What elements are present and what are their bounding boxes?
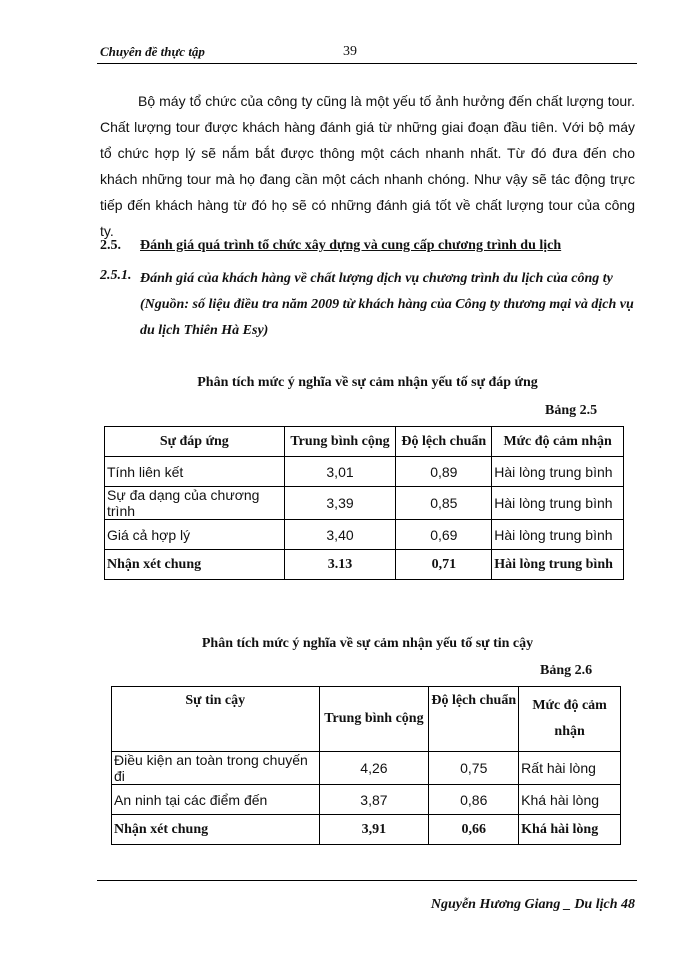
table-cell: 0,85: [396, 487, 492, 520]
table-cell: 3,39: [284, 487, 396, 520]
table-cell: Rất hài lòng: [519, 752, 621, 785]
table-cell: 3.13: [284, 550, 396, 580]
table1-label: Bảng 2.5: [545, 403, 598, 418]
table-cell: 3,87: [319, 785, 429, 815]
table-cell: 3,91: [319, 815, 429, 845]
subsection-title: Đánh giá của khách hàng về chất lượng dịch vụ chương trình du lịch của công ty (Nguồn: số liệu điều tra năm 2009 từ khách hàng của Công ty thương mại và dịch vụ du lịch Thiên Hà Esy): [140, 271, 634, 338]
table-cell: 3,40: [284, 520, 396, 550]
table2-header-cell: Độ lệch chuẩn: [429, 687, 519, 752]
table2-header-cell: Mức độ cảm nhận: [519, 687, 621, 752]
table-cell: 0,71: [396, 550, 492, 580]
table-cell: 0,86: [429, 785, 519, 815]
table-cell: Hài lòng trung bình: [492, 550, 624, 580]
table-cell: Hài lòng trung bình: [492, 487, 624, 520]
table2-header-cell: Sự tin cậy: [112, 687, 320, 752]
table-cell: Hài lòng trung bình: [492, 520, 624, 550]
table-row: [112, 785, 621, 815]
table-row-summary: [105, 550, 624, 580]
table-cell: 4,26: [319, 752, 429, 785]
table-cell: Tính liên kết: [105, 457, 285, 487]
table-cell: Điều kiện an toàn trong chuyến đi: [112, 752, 320, 785]
table1-header-row: [105, 427, 624, 457]
table-row: [105, 520, 624, 550]
table-cell: Sự đa dạng của chương trình: [105, 487, 285, 520]
section-title: Đánh giá quá trình tổ chức xây dựng và cung cấp chương trình du lịch: [140, 238, 562, 253]
table1-caption: Phân tích mức ý nghĩa về sự cảm nhận yếu tố sự đáp ứng: [197, 375, 538, 390]
table1-header-cell: Mức độ cảm nhận: [492, 427, 624, 457]
footer-author: Nguyễn Hương Giang _ Du lịch 48: [430, 897, 635, 912]
table-cell: 0,75: [429, 752, 519, 785]
table-cell: Hài lòng trung bình: [492, 457, 624, 487]
table-cell: 0,66: [429, 815, 519, 845]
table1-header-cell: Sự đáp ứng: [105, 427, 285, 457]
table-cell: Nhận xét chung: [112, 815, 320, 845]
table2-header-row: [112, 687, 621, 752]
subsection-number: 2.5.1.: [100, 268, 132, 283]
table-row: [105, 457, 624, 487]
footer-divider: [97, 880, 637, 881]
table-cell: Nhận xét chung: [105, 550, 285, 580]
table-cell: 0,69: [396, 520, 492, 550]
table-cell: Khá hài lòng: [519, 815, 621, 845]
table-cell: Giá cả hợp lý: [105, 520, 285, 550]
table-cell: 0,89: [396, 457, 492, 487]
table1-header-cell: Trung bình cộng: [284, 427, 396, 457]
body-paragraph: Bộ máy tổ chức của công ty cũng là một yếu tố ảnh hưởng đến chất lượng tour. Chất lượng tour được khách hàng đánh giá từ những giai đoạn đầu tiên. Với bộ máy tổ chức hợp lý sẽ nắm bắt được thông một cách nhanh nhất. Từ đó đưa đến cho khách những tour mà họ đang cần một cách nhanh chóng. Như vậy sẽ tác động trực tiếp đến khách hàng từ đó họ sẽ có những đánh giá tốt về chất lượng tour của công ty.: [100, 93, 635, 239]
table-cell: 3,01: [284, 457, 396, 487]
table-row-summary: [112, 815, 621, 845]
header-divider: [97, 63, 637, 64]
header-title: Chuyên đề thực tập: [100, 44, 205, 59]
section-number: 2.5.: [100, 238, 121, 253]
table-cell: An ninh tại các điểm đến: [112, 785, 320, 815]
table2-caption: Phân tích mức ý nghĩa về sự cảm nhận yếu tố sự tin cậy: [201, 636, 534, 651]
table-row: [112, 752, 621, 785]
page-number: 39: [343, 44, 357, 59]
table2-header-cell: Trung bình cộng: [319, 687, 429, 752]
table-row: [105, 487, 624, 520]
table1-header-cell: Độ lệch chuẩn: [396, 427, 492, 457]
table2-label: Bảng 2.6: [540, 663, 593, 678]
table2: [111, 686, 621, 845]
table-cell: Khá hài lòng: [519, 785, 621, 815]
table1: [104, 426, 624, 580]
